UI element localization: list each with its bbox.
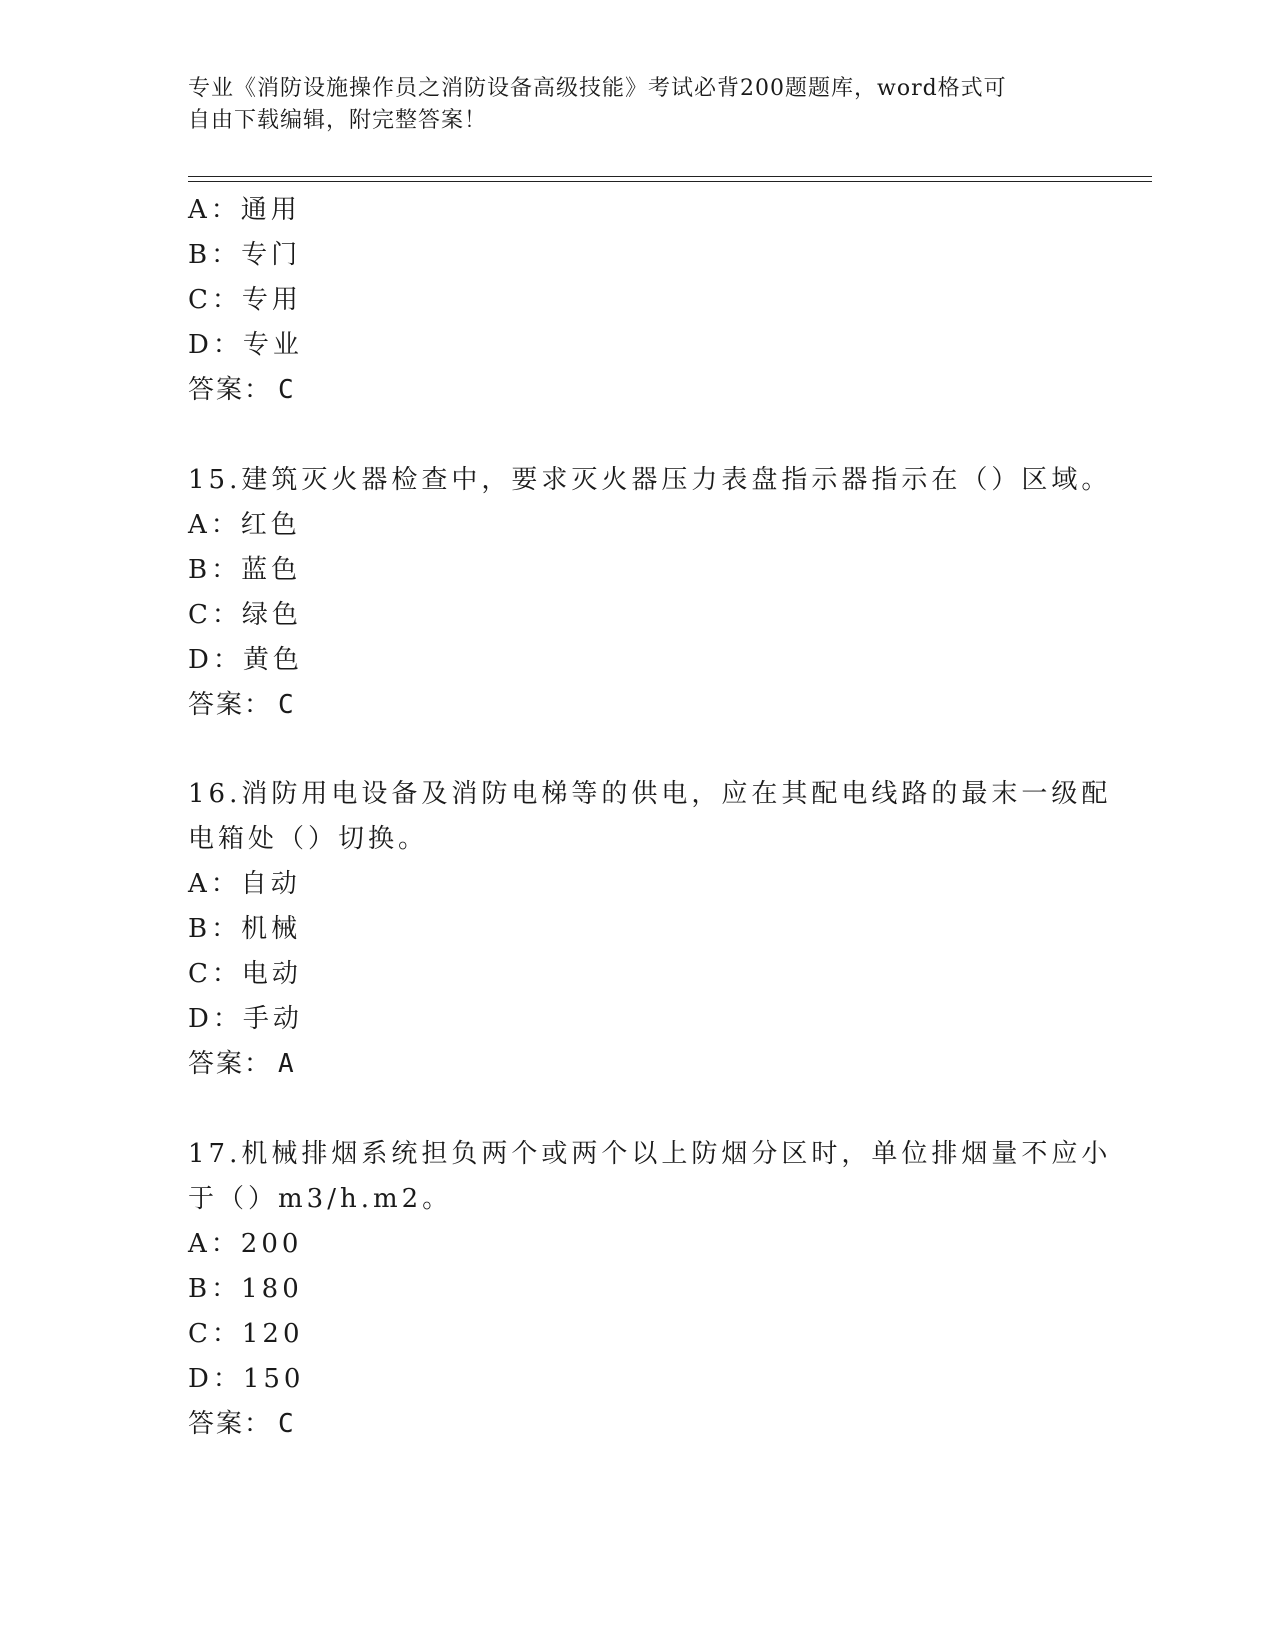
header-divider-top (188, 176, 1152, 177)
q15-option-b: B：蓝色 (188, 555, 302, 585)
q16-option-a: A：自动 (188, 869, 301, 899)
q17-answer-label: 答案： (188, 1409, 273, 1439)
header-line-2: 自由下载编辑，附完整答案！ (188, 108, 488, 133)
q15-question: 15.建筑灭火器检查中，要求灭火器压力表盘指示器指示在（）区域。 (188, 465, 1112, 495)
q17-option-b: B：180 (188, 1274, 303, 1304)
header-line-1: 专业《消防设施操作员之消防设备高级技能》考试必背200题题库，word格式可 (188, 76, 1007, 101)
q14-option-d: D：专业 (188, 330, 303, 360)
q15-option-d: D：黄色 (188, 645, 303, 675)
q17-question-line-1: 17.机械排烟系统担负两个或两个以上防烟分区时，单位排烟量不应小 (188, 1139, 1112, 1169)
q14-answer (188, 372, 296, 408)
q15-answer (188, 687, 296, 723)
q16-option-b: B：机械 (188, 914, 302, 944)
header-divider-bottom (188, 181, 1152, 182)
q16-answer-value: A (278, 1049, 296, 1079)
q15-option-c: C：绿色 (188, 600, 302, 630)
document-header (188, 73, 1088, 137)
q14-answer-label: 答案： (188, 375, 273, 405)
q17-question-line-2: 于（）m3/h.m2。 (188, 1184, 453, 1214)
q17-option-d: D：150 (188, 1364, 305, 1394)
q14-answer-value: C (278, 375, 296, 405)
q15-answer-label: 答案： (188, 690, 273, 720)
q14-option-a: A：通用 (188, 195, 301, 225)
q17-answer-value: C (278, 1409, 296, 1439)
q16-question-line-1: 16.消防用电设备及消防电梯等的供电，应在其配电线路的最末一级配 (188, 779, 1112, 809)
q14-option-c: C：专用 (188, 285, 302, 315)
q16-option-c: C：电动 (188, 959, 302, 989)
q16-answer (188, 1046, 296, 1082)
q16-answer-label: 答案： (188, 1049, 273, 1079)
q16-option-d: D：手动 (188, 1004, 303, 1034)
q17-option-a: A：200 (188, 1229, 303, 1259)
q14-option-b: B：专门 (188, 240, 302, 270)
q17-option-c: C：120 (188, 1319, 304, 1349)
q16-question-line-2: 电箱处（）切换。 (188, 824, 429, 854)
q15-option-a: A：红色 (188, 510, 301, 540)
q15-answer-value: C (278, 690, 296, 720)
q17-answer (188, 1406, 296, 1442)
